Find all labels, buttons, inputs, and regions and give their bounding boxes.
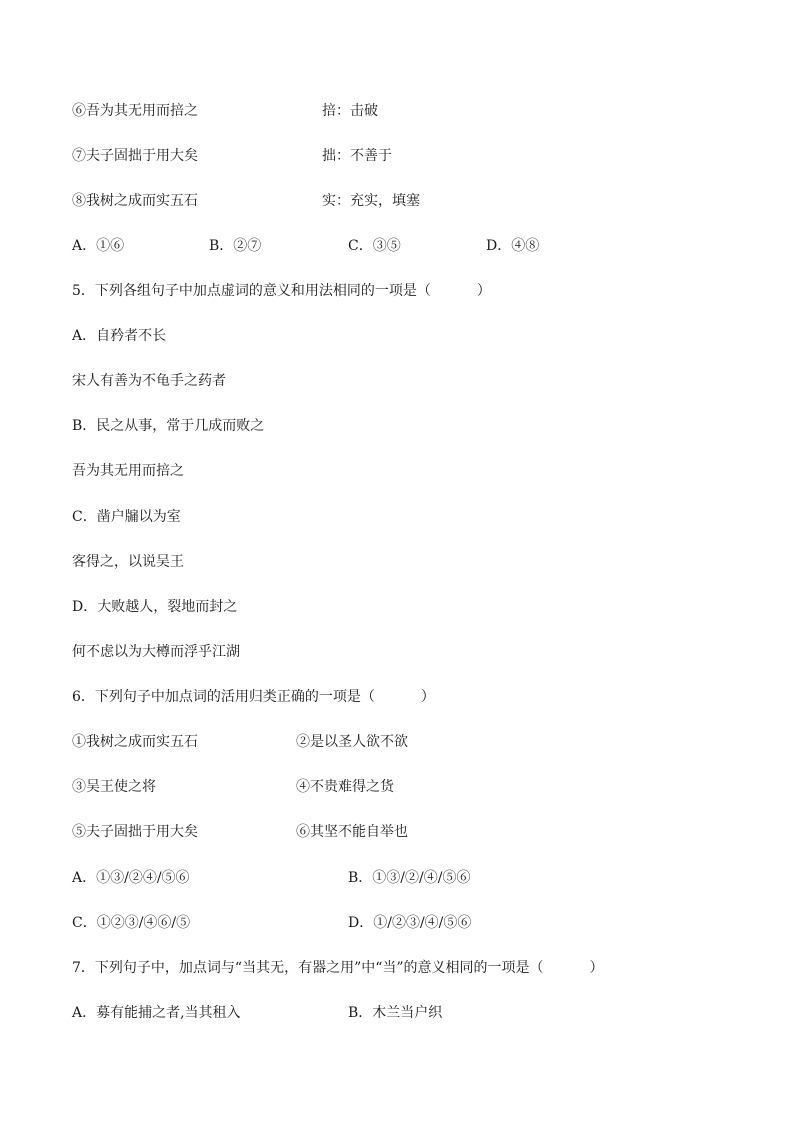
q7-stem-close: ） [589, 960, 604, 976]
q5-option-a-line2: 宋人有善为不龟手之药者 [72, 373, 226, 389]
q5-stem [72, 282, 491, 300]
q6-option-a: A．①③/②④/⑤⑥ [72, 870, 190, 886]
q5-stem-close: ） [476, 283, 491, 299]
q4-option-d: D．④⑧ [486, 238, 540, 254]
q5-option-b-line2: 吾为其无用而掊之 [72, 463, 184, 479]
q6-option-c: C．①②③/④⑥/⑤ [72, 915, 191, 931]
item-7-gloss: 拙：不善于 [322, 148, 392, 164]
q7-option-b: B．木兰当户织 [348, 1005, 443, 1021]
q5-option-b-line1: B．民之从事，常于几成而败之 [72, 418, 265, 434]
item-8-gloss: 实：充实，填塞 [322, 193, 420, 209]
q4-option-a: A．①⑥ [72, 238, 125, 254]
q6-option-d: D．①/②③/④/⑤⑥ [348, 915, 472, 931]
item-7-text: ⑦夫子固拙于用大矣 [72, 148, 198, 164]
q6-stem-text: 6．下列句子中加点词的活用归类正确的一项是（ [72, 689, 375, 705]
q7-stem-text: 7．下列句子中，加点词与“当其无，有器之用”中“当”的意义相同的一项是（ [72, 960, 544, 976]
q7-stem [72, 959, 604, 977]
q5-option-c-line1: C．凿户牖以为室 [72, 509, 181, 525]
q6-stem-close: ） [420, 689, 435, 705]
q6-item-4: ④不贵难得之货 [296, 779, 394, 795]
q4-option-c: C．③⑤ [348, 238, 401, 254]
q6-option-b: B．①③/②/④/⑤⑥ [348, 870, 471, 886]
q5-option-d-line2: 何不虑以为大樽而浮乎江湖 [72, 644, 240, 660]
q5-option-d-line1: D．大败越人，裂地而封之 [72, 599, 238, 615]
item-6-text: ⑥吾为其无用而掊之 [72, 103, 198, 119]
item-6-gloss: 掊：击破 [322, 103, 378, 119]
q6-stem [72, 688, 435, 706]
q6-item-1: ①我树之成而实五石 [72, 734, 198, 750]
item-8-text: ⑧我树之成而实五石 [72, 193, 198, 209]
q6-item-3: ③吴王使之将 [72, 779, 156, 795]
q7-option-a: A．募有能捕之者,当其租入 [72, 1005, 241, 1021]
q5-stem-text: 5．下列各组句子中加点虚词的意义和用法相同的一项是（ [72, 283, 431, 299]
q4-option-b: B．②⑦ [209, 238, 262, 254]
q5-option-a-line1: A．自矜者不长 [72, 328, 167, 344]
q6-item-2: ②是以圣人欲不欲 [296, 734, 408, 750]
q5-option-c-line2: 客得之，以说吴王 [72, 554, 184, 570]
q6-item-6: ⑥其坚不能自举也 [296, 824, 408, 840]
q6-item-5: ⑤夫子固拙于用大矣 [72, 824, 198, 840]
